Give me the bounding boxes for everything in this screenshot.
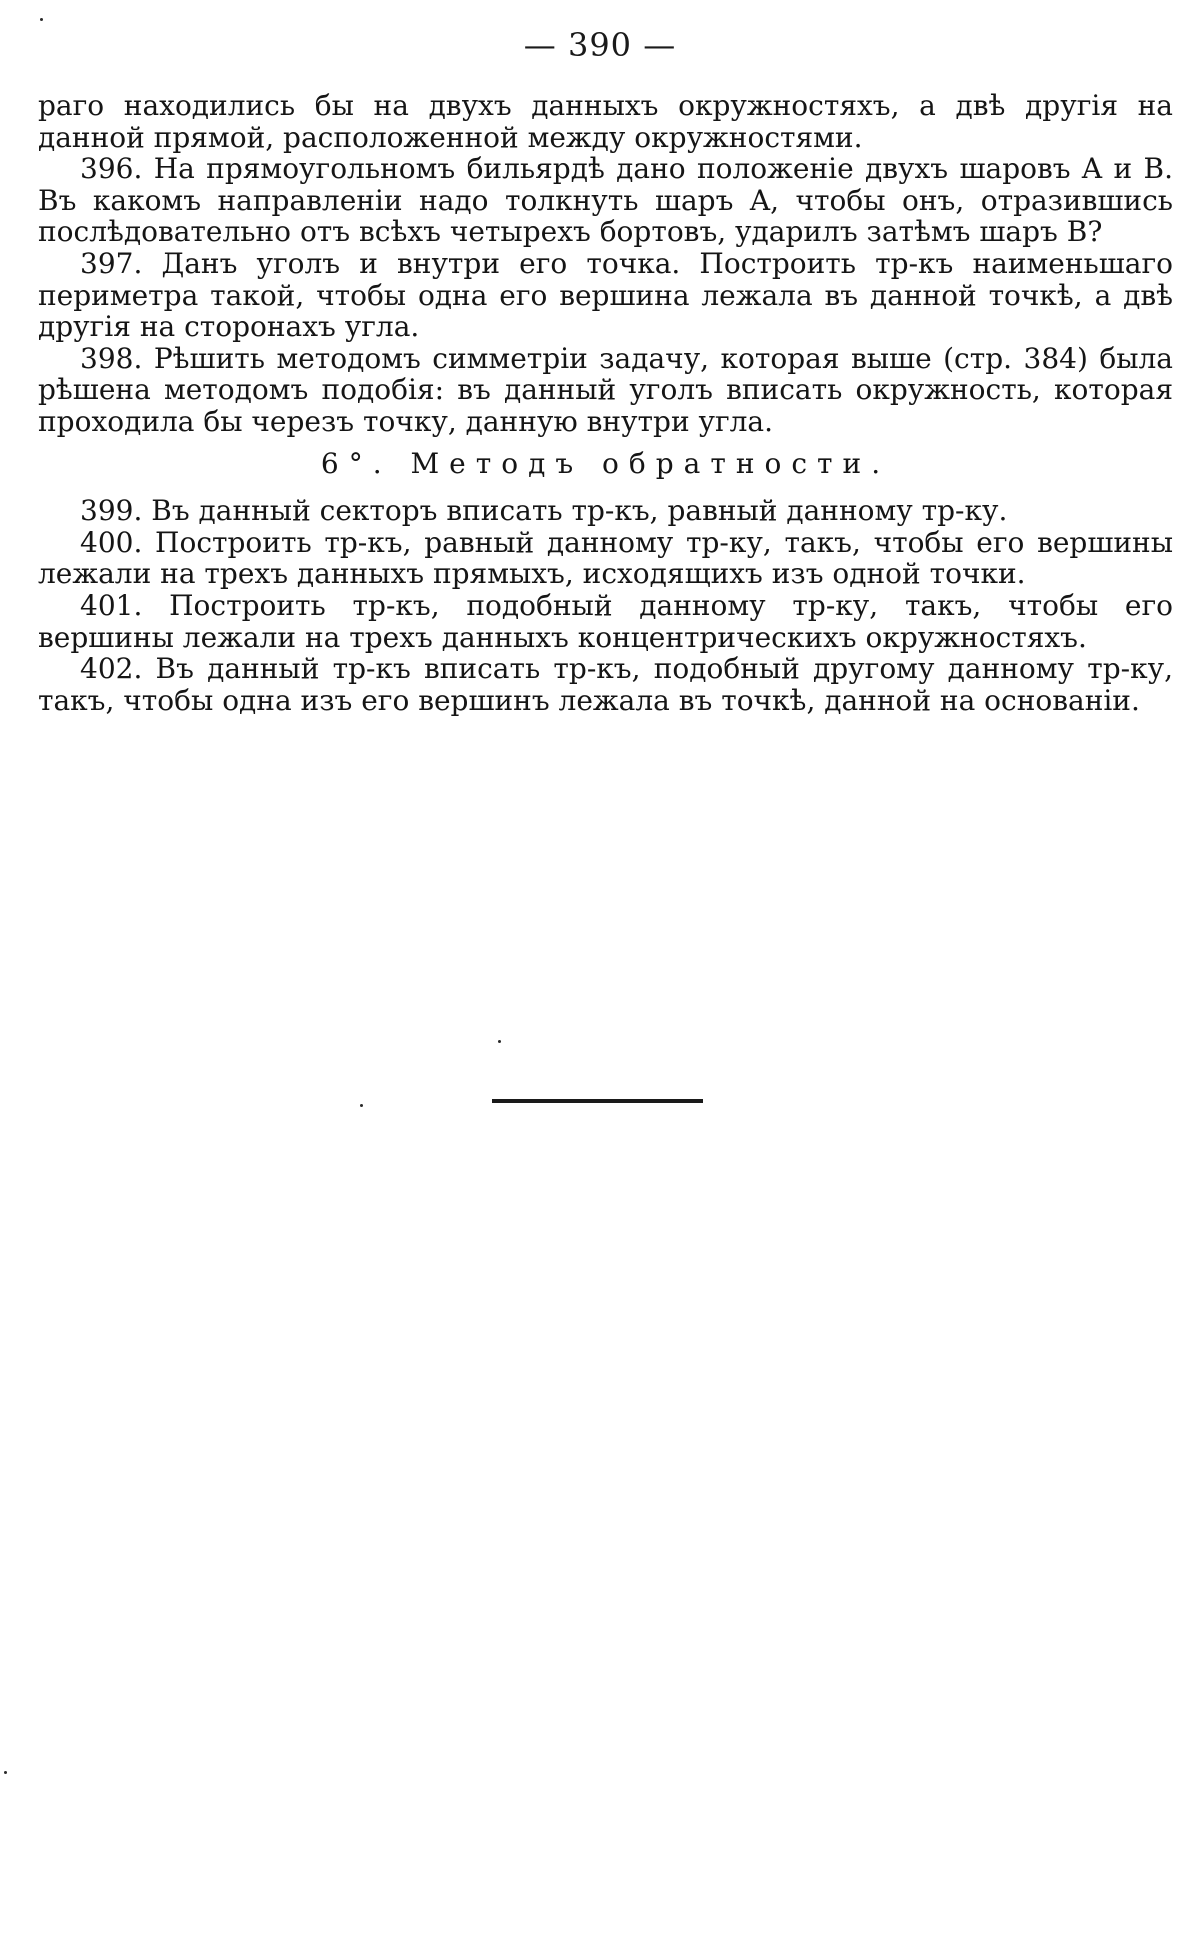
scan-speck [360, 1104, 363, 1107]
problem-399: 399. Въ данный секторъ вписать тр-къ, равный данному тр-ку. [80, 494, 1008, 528]
scan-speck [40, 18, 43, 21]
page-number: — 390 — [523, 26, 677, 64]
section-heading: 6°. Методъ обратности. [320, 446, 891, 480]
problem-401: 401. Построить тр-къ, подобный данному тр-ку, такъ, чтобы его вершины лежали на трехъ данныхъ концентрическихъ окружностяхъ. [38, 588, 1173, 654]
problem-397: 397. Данъ уголъ и внутри его точка. Построить тр-къ наименьшаго периметра такой, чтобы одна его вершина лежала въ данной точкѣ, а двѣ другія на сторонахъ угла. [38, 246, 1173, 344]
paragraph-continuation: раго находились бы на двухъ данныхъ окружностяхъ, а двѣ другія на данной прямой, расположенной между окружностями. [38, 89, 1173, 154]
problem-396: 396. На прямоугольномъ бильярдѣ дано положеніе двухъ шаровъ A и B. Въ какомъ направленіи надо толкнуть шаръ A, чтобы онъ, отразившись послѣдовательно отъ всѣхъ четырехъ бортовъ, ударилъ затѣмъ шаръ B? [38, 152, 1173, 249]
page-body [38, 90, 1173, 716]
problem-398: 398. Рѣшить методомъ симметріи задачу, которая выше (стр. 384) была рѣшена методомъ подобія: въ данный уголъ вписать окружность, которая проходила бы черезъ точку, данную внутри угла. [38, 341, 1173, 438]
scan-speck [498, 1040, 501, 1043]
problem-402: 402. Въ данный тр-къ вписать тр-къ, подобный другому данному тр-ку, такъ, чтобы одна изъ его вершинъ лежала въ точкѣ, данной на основаніи. [38, 652, 1173, 717]
end-rule [492, 1099, 703, 1103]
problem-400: 400. Построить тр-къ, равный данному тр-ку, такъ, чтобы его вершины лежали на трехъ данныхъ прямыхъ, исходящихъ изъ одной точки. [38, 525, 1173, 591]
scan-speck [4, 1771, 7, 1774]
